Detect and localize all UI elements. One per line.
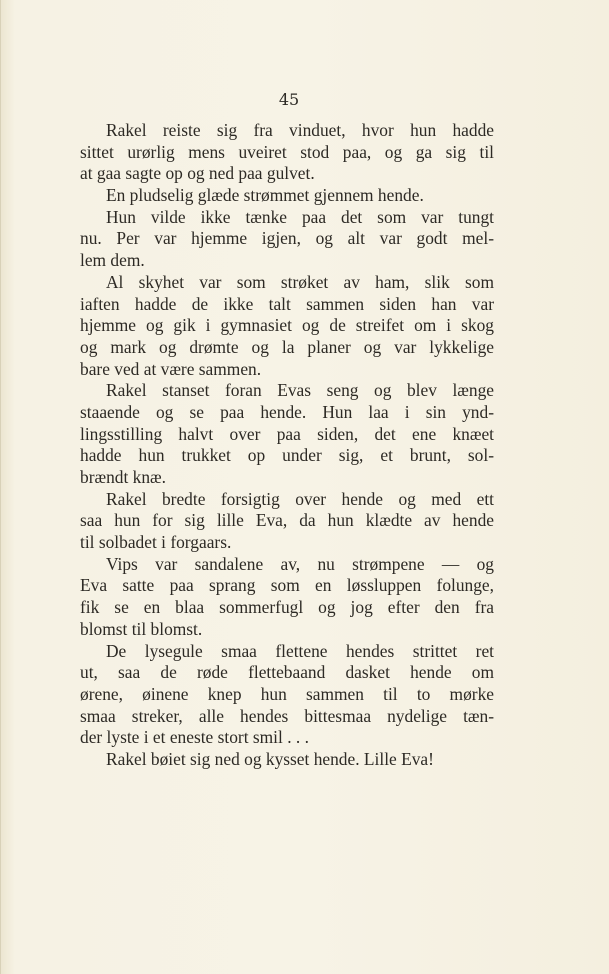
paragraph [80,749,494,771]
paragraph [80,120,494,185]
text-line: lingsstilling halvt over paa siden, det ene knæet [80,423,494,444]
text-line: De lysegule smaa flettene hendes strittet ret [106,640,494,661]
text-line: hadde hun trukket op under sig, et brunt, sol- [80,445,494,466]
text-line: brændt knæ. [80,467,166,487]
text-line: Hun vilde ikke tænke paa det som var tungt [106,206,494,227]
text-line: saa hun for sig lille Eva, da hun klædte av hende [80,510,494,531]
paragraph [80,207,494,272]
text-line: blomst til blomst. [80,618,203,639]
paragraph [80,554,494,641]
text-line: Eva satte paa sprang som en løssluppen folunge, [80,575,494,596]
text-line: der lyste i et eneste stort smil . . . [80,727,309,748]
page-number: 45 [278,90,300,109]
paragraph [80,489,494,554]
text-line: Rakel stanset foran Evas seng og blev længe [106,380,494,401]
text-line: fik se en blaa sommerfugl og jog efter den fra [80,597,494,618]
text-line: Rakel reiste sig fra vinduet, hvor hun hadde [106,120,494,140]
text-line: nu. Per var hjemme igjen, og alt var godt mel- [80,228,494,249]
text-line: til solbadet i forgaars. [80,532,232,553]
paragraph [80,641,494,749]
text-line: smaa streker, alle hendes bittesmaa nydelige tæn- [80,705,494,726]
text-line: staaende og se paa hende. Hun laa i sin ynd- [80,401,494,422]
text-line: Al skyhet var som strøket av ham, slik som [106,271,494,292]
text-line: at gaa sagte op og ned paa gulvet. [80,163,315,184]
paragraph [80,272,494,380]
text-line: iaften hadde de ikke talt sammen siden han var [80,293,494,314]
text-line: sittet urørlig mens uveiret stod paa, og ga sig til [80,141,494,162]
text-line: bare ved at være sammen. [80,358,262,379]
text-line: Rakel bøiet sig ned og kysset hende. Lille Eva! [106,748,434,769]
text-line: En pludselig glæde strømmet gjennem hende. [106,185,424,206]
text-line: ørene, øinene knep hun sammen til to mørke [80,683,494,704]
paragraph [80,380,494,488]
text-line: Vips var sandalene av, nu strømpene — og [106,553,494,574]
text-line: lem dem. [80,250,145,271]
text-line: Rakel bredte forsigtig over hende og med ett [106,488,494,509]
text-line: og mark og drømte og la planer og var lykkelige [80,336,494,357]
text-line: ut, saa de røde flettebaand dasket hende om [80,662,494,683]
page-body-text [80,120,494,771]
text-line: hjemme og gik i gymnasiet og de streifet om i skog [80,315,494,336]
paragraph [80,185,494,207]
